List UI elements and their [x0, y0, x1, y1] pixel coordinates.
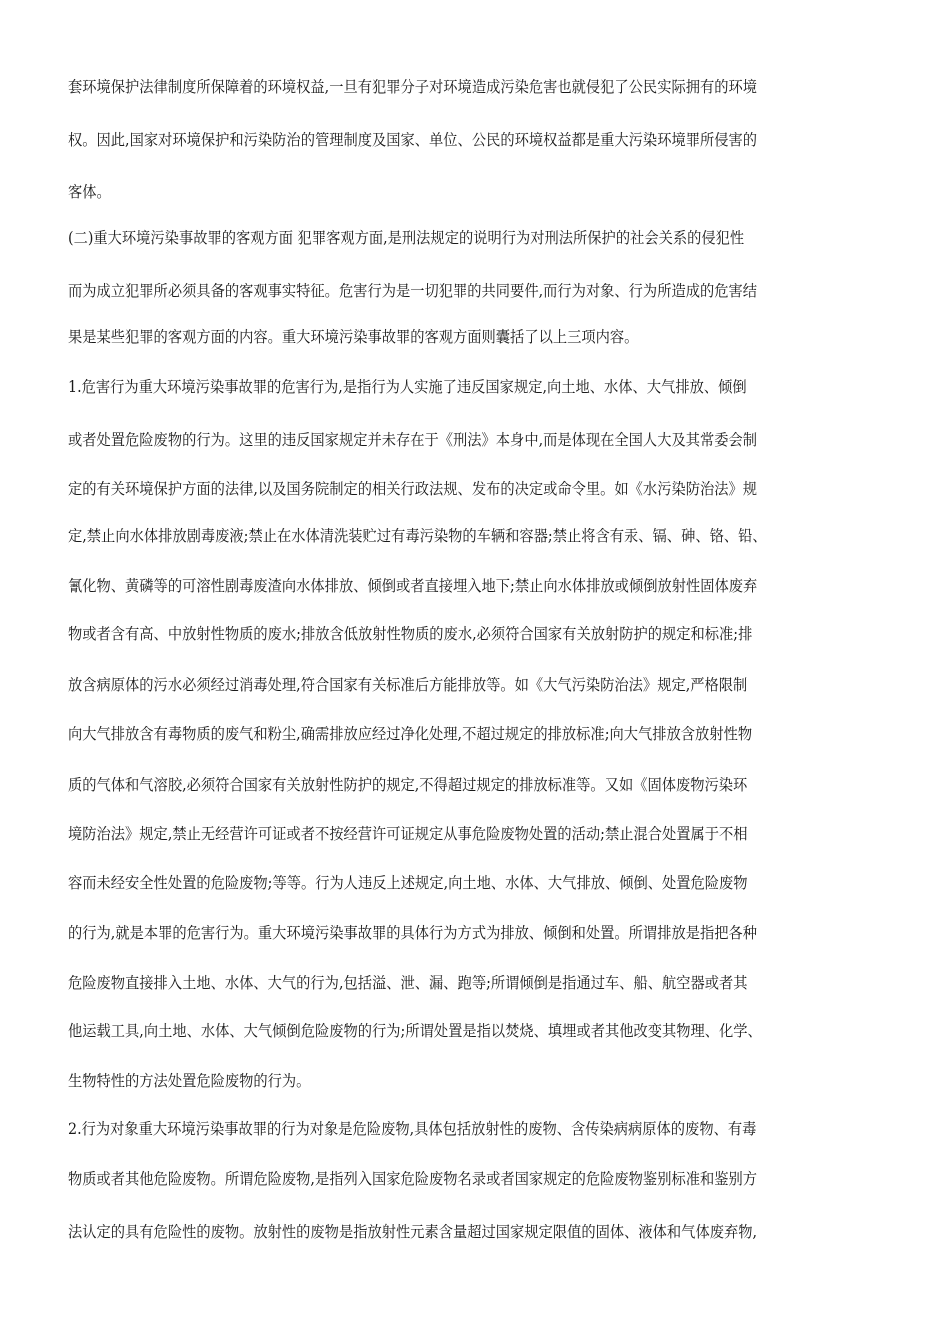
text-line: 境防治法》规定,禁止无经营许可证或者不按经营许可证规定从事危险废物处置的活动;禁止混合处置属于不相: [68, 825, 748, 843]
numbered-paragraph-line: 2.行为对象重大环境污染事故罪的行为对象是危险废物,具体包括放射性的废物、含传染病病原体的废物、有毒: [68, 1120, 757, 1138]
text-line: 法认定的具有危险性的废物。放射性的废物是指放射性元素含量超过国家规定限值的固体、液体和气体废弃物,: [68, 1223, 758, 1241]
text-line: 放含病原体的污水必须经过消毒处理,符合国家有关标准后方能排放等。如《大气污染防治法》规定,严格限制: [68, 676, 748, 694]
numbered-paragraph-line: 1.危害行为重大环境污染事故罪的危害行为,是指行为人实施了违反国家规定,向土地、水体、大气排放、倾倒: [68, 378, 747, 396]
text-line: 向大气排放含有毒物质的废气和粉尘,确需排放应经过净化处理,不超过规定的排放标准;向大气排放含放射性物: [68, 725, 753, 743]
text-line: 氰化物、黄磷等的可溶性剧毒废渣向水体排放、倾倒或者直接埋入地下;禁止向水体排放或倾倒放射性固体废弃: [68, 577, 758, 595]
text-line: 容而未经安全性处置的危险废物;等等。行为人违反上述规定,向土地、水体、大气排放、倾倒、处置危险废物: [68, 874, 748, 892]
section-heading-line: (二)重大环境污染事故罪的客观方面 犯罪客观方面,是刑法规定的说明行为对刑法所保护的社会关系的侵犯性: [68, 229, 745, 247]
text-line: 套环境保护法律制度所保障着的环境权益,一旦有犯罪分子对环境造成污染危害也就侵犯了公民实际拥有的环境: [68, 78, 758, 96]
text-line: 而为成立犯罪所必须具备的客观事实特征。危害行为是一切犯罪的共同要件,而行为对象、行为所造成的危害结: [68, 282, 758, 300]
text-line: 或者处置危险废物的行为。这里的违反国家规定并未存在于《刑法》本身中,而是体现在全国人大及其常委会制: [68, 431, 758, 449]
text-line: 定,禁止向水体排放剧毒废液;禁止在水体清洗装贮过有毒污染物的车辆和容器;禁止将含有汞、镉、砷、铬、铅、: [68, 527, 767, 545]
text-line: 危险废物直接排入土地、水体、大气的行为,包括溢、泄、漏、跑等;所谓倾倒是指通过车、船、航空器或者其: [68, 974, 748, 992]
text-line: 客体。: [68, 183, 111, 201]
text-line: 生物特性的方法处置危险废物的行为。: [68, 1072, 311, 1090]
text-line: 的行为,就是本罪的危害行为。重大环境污染事故罪的具体行为方式为排放、倾倒和处置。所谓排放是指把各种: [68, 924, 758, 942]
text-line: 质的气体和气溶胶,必须符合国家有关放射性防护的规定,不得超过规定的排放标准等。又如《固体废物污染环: [68, 776, 748, 794]
text-line: 物或者含有高、中放射性物质的废水;排放含低放射性物质的废水,必须符合国家有关放射防护的规定和标准;排: [68, 625, 753, 643]
text-line: 权。因此,国家对环境保护和污染防治的管理制度及国家、单位、公民的环境权益都是重大污染环境罪所侵害的: [68, 131, 758, 149]
text-line: 他运载工具,向土地、水体、大气倾倒危险废物的行为;所谓处置是指以焚烧、填埋或者其他改变其物理、化学、: [68, 1022, 762, 1040]
text-line: 物质或者其他危险废物。所谓危险废物,是指列入国家危险废物名录或者国家规定的危险废物鉴别标准和鉴别方: [68, 1170, 758, 1188]
text-line: 果是某些犯罪的客观方面的内容。重大环境污染事故罪的客观方面则囊括了以上三项内容。: [68, 328, 639, 346]
text-line: 定的有关环境保护方面的法律,以及国务院制定的相关行政法规、发布的决定或命令里。如《水污染防治法》规: [68, 480, 758, 498]
